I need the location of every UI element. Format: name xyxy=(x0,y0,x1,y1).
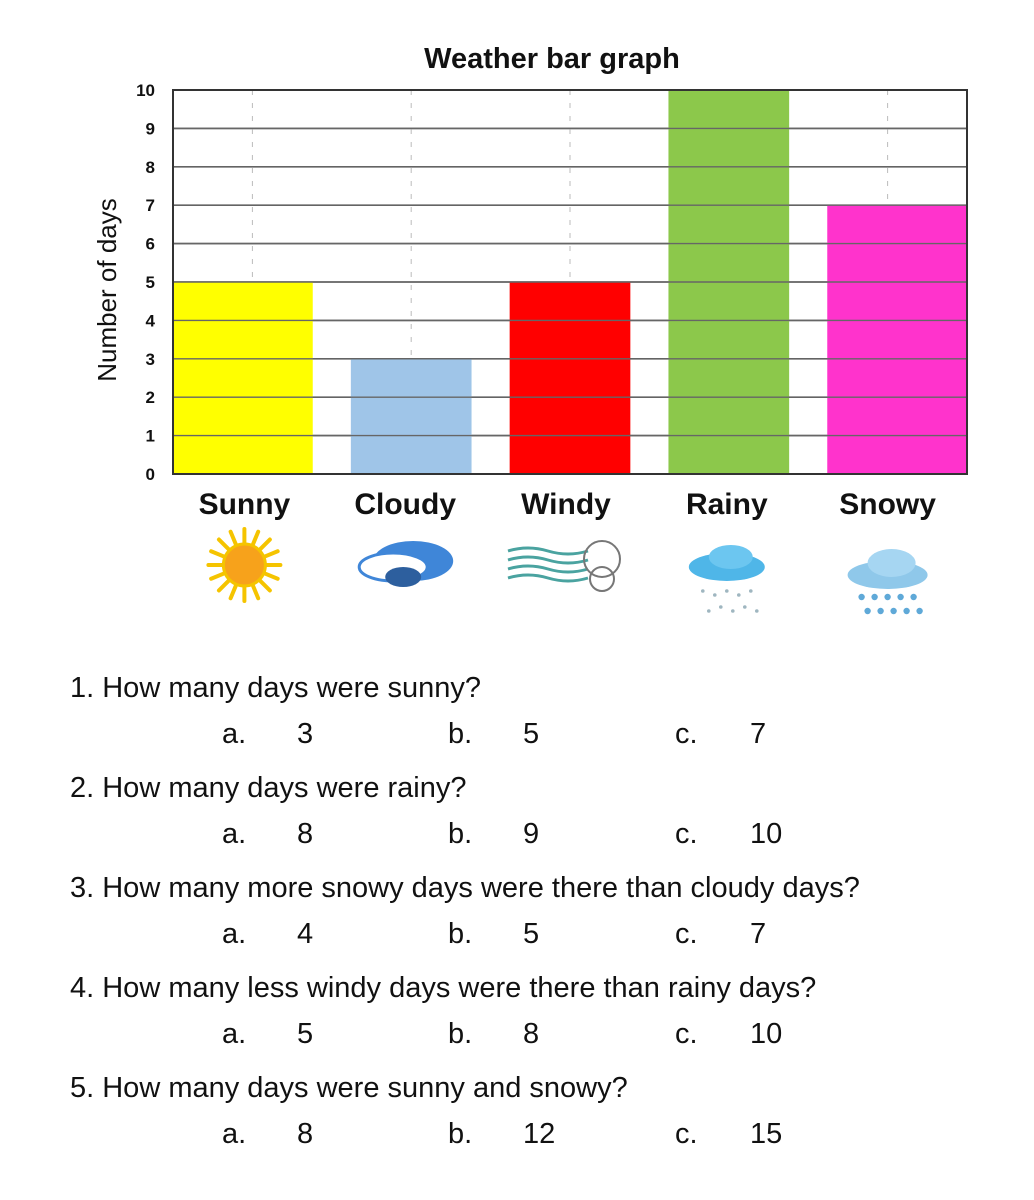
option-letter: b. xyxy=(448,718,473,750)
bar-cloudy xyxy=(351,359,472,474)
option-a[interactable] xyxy=(222,1018,313,1051)
question-list xyxy=(70,668,1020,1168)
option-value: 10 xyxy=(750,818,783,850)
x-tick-label: Sunny xyxy=(198,488,291,521)
option-letter: a. xyxy=(222,718,247,750)
sun-icon xyxy=(208,529,280,601)
y-axis-ticks xyxy=(136,81,155,484)
question-text: 1. How many days were sunny? xyxy=(70,672,482,704)
answer-options xyxy=(70,808,1020,868)
y-tick-label: 0 xyxy=(145,465,155,484)
option-c[interactable] xyxy=(675,918,766,951)
option-value: 5 xyxy=(523,718,540,750)
option-a[interactable] xyxy=(222,818,313,851)
option-b[interactable] xyxy=(448,1018,539,1051)
weather-icons xyxy=(208,529,927,614)
question-text: 4. How many less windy days were there than rainy days? xyxy=(70,972,817,1004)
bar-snowy xyxy=(827,205,967,474)
chart-title: Weather bar graph xyxy=(424,43,680,75)
question-5 xyxy=(70,1068,1020,1168)
option-b[interactable] xyxy=(448,918,539,951)
option-c[interactable] xyxy=(675,718,766,751)
option-a[interactable] xyxy=(222,918,313,951)
option-letter: a. xyxy=(222,818,247,850)
x-tick-label: Snowy xyxy=(839,488,936,521)
rain-cloud-icon xyxy=(689,545,765,613)
option-letter: c. xyxy=(675,818,698,850)
question-1 xyxy=(70,668,1020,768)
option-c[interactable] xyxy=(675,1118,782,1151)
bar-sunny xyxy=(173,282,313,474)
option-value: 9 xyxy=(523,818,540,850)
option-a[interactable] xyxy=(222,718,313,751)
option-c[interactable] xyxy=(675,818,782,851)
option-a[interactable] xyxy=(222,1118,313,1151)
answer-options xyxy=(70,1108,1020,1168)
answer-options xyxy=(70,708,1020,768)
y-tick-label: 5 xyxy=(145,273,155,292)
x-tick-label: Windy xyxy=(521,488,611,521)
answer-options xyxy=(70,908,1020,968)
option-value: 8 xyxy=(297,818,314,850)
option-value: 12 xyxy=(523,1118,556,1150)
bar-windy xyxy=(510,282,631,474)
y-tick-label: 2 xyxy=(145,388,155,408)
answer-options xyxy=(70,1008,1020,1068)
option-letter: b. xyxy=(448,818,473,850)
option-letter: b. xyxy=(448,1018,473,1050)
option-value: 3 xyxy=(297,718,314,750)
y-tick-label: 6 xyxy=(145,234,155,254)
option-letter: c. xyxy=(675,918,698,950)
option-b[interactable] xyxy=(448,718,539,751)
option-value: 5 xyxy=(297,1018,314,1050)
question-text: 3. How many more snowy days were there than cloudy days? xyxy=(70,872,860,904)
y-tick-label: 8 xyxy=(145,157,155,177)
option-value: 7 xyxy=(750,918,767,950)
snow-cloud-icon xyxy=(848,549,928,614)
question-4 xyxy=(70,968,1020,1068)
option-value: 8 xyxy=(523,1018,540,1050)
question-3 xyxy=(70,868,1020,968)
option-letter: a. xyxy=(222,1118,247,1150)
option-value: 4 xyxy=(297,918,314,950)
y-axis-label: Number of days xyxy=(92,198,122,382)
y-tick-label: 3 xyxy=(145,349,155,369)
y-tick-label: 4 xyxy=(145,311,155,331)
question-2 xyxy=(70,768,1020,868)
question-text: 2. How many days were rainy? xyxy=(70,772,467,804)
x-tick-label: Cloudy xyxy=(354,488,457,521)
option-letter: c. xyxy=(675,718,698,750)
option-letter: b. xyxy=(448,918,473,950)
cloud-icon xyxy=(359,541,453,587)
question-text: 5. How many days were sunny and snowy? xyxy=(70,1072,628,1104)
option-c[interactable] xyxy=(675,1018,782,1051)
option-letter: c. xyxy=(675,1018,698,1050)
x-tick-label: Rainy xyxy=(685,488,768,521)
y-tick-label: 10 xyxy=(136,81,155,100)
option-letter: c. xyxy=(675,1118,698,1150)
option-letter: a. xyxy=(222,918,247,950)
option-value: 5 xyxy=(523,918,540,950)
y-tick-label: 1 xyxy=(145,426,155,446)
option-value: 10 xyxy=(750,1018,783,1050)
option-value: 15 xyxy=(750,1118,783,1150)
option-letter: b. xyxy=(448,1118,473,1150)
option-value: 8 xyxy=(297,1118,314,1150)
option-b[interactable] xyxy=(448,1118,555,1151)
y-tick-label: 9 xyxy=(145,119,155,139)
y-tick-label: 7 xyxy=(145,196,155,216)
option-letter: a. xyxy=(222,1018,247,1050)
wind-icon xyxy=(508,541,620,591)
option-value: 7 xyxy=(750,718,767,750)
option-b[interactable] xyxy=(448,818,539,851)
chart-bars xyxy=(173,90,967,474)
x-axis-ticks xyxy=(199,488,937,521)
